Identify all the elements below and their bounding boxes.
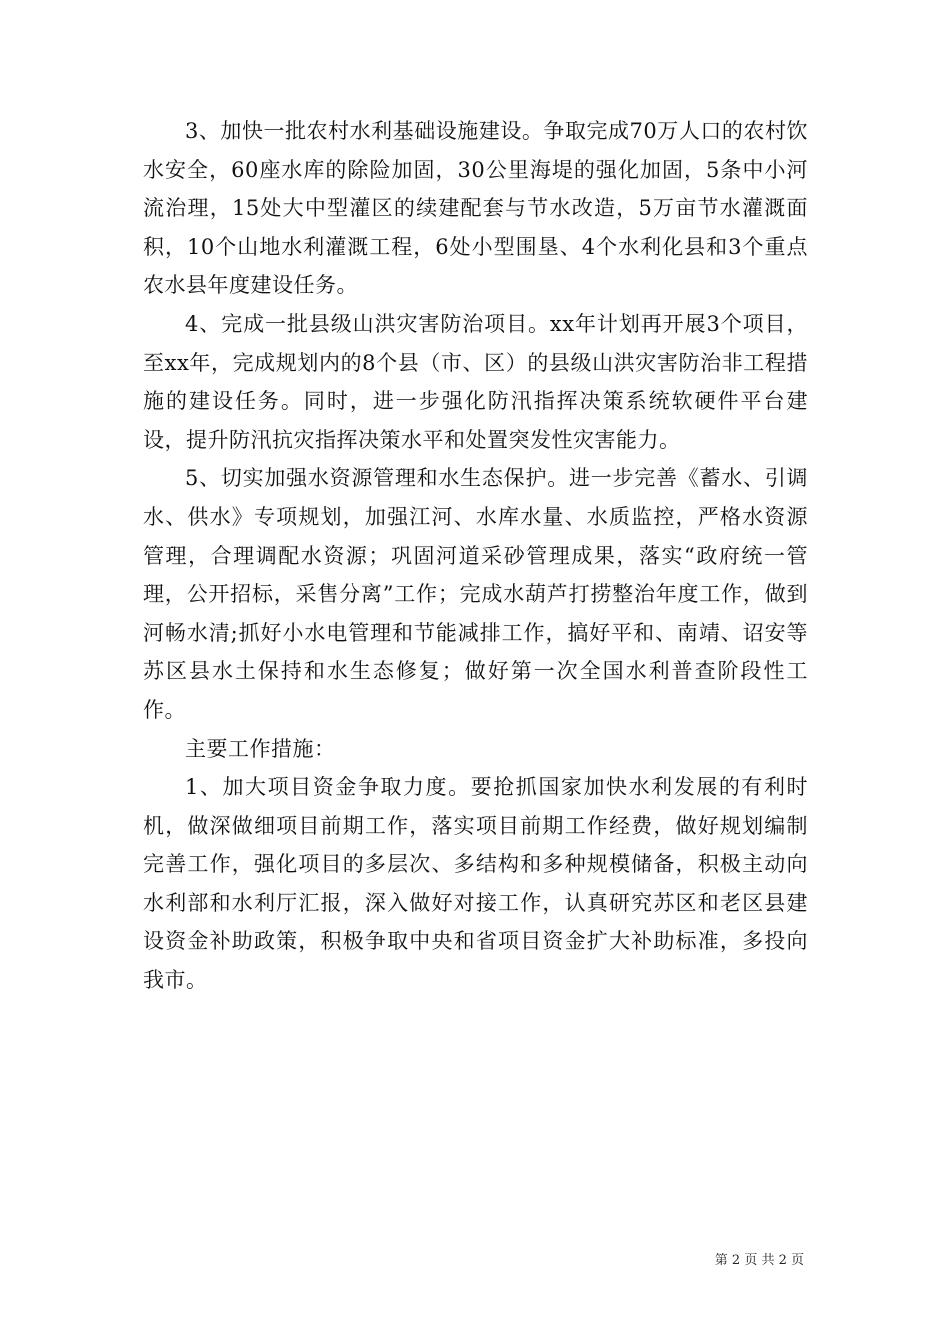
paragraph-measure-1: 1、加大项目资金争取力度。要抢抓国家加快水利发展的有利时机，做深做细项目前期工作，落实项目前期工作经费，做好规划编制完善工作，强化项目的多层次、多结构和多种规模储备，积极主动向水利部和水利厅汇报，深入做好对接工作，认真研究苏区和老区县建设资金补助政策，积极争取中央和省项目资金扩大补助标准，多投向我市。 — [143, 775, 808, 993]
document-body — [143, 112, 808, 1000]
paragraph-item-4: 4、完成一批县级山洪灾害防治项目。xx年计划再开展3个项目，至xx年，完成规划内的8个县（市、区）的县级山洪灾害防治非工程措施的建设任务。同时，进一步强化防汛指挥决策系统软硬件平台建设，提升防汛抗灾指挥决策水平和处置突发性灾害能力。 — [143, 311, 808, 452]
paragraph-item-5: 5、切实加强水资源管理和水生态保护。进一步完善《蓄水、引调水、供水》专项规划，加强江河、水库水量、水质监控，严格水资源管理，合理调配水资源；巩固河道采砂管理成果，落实“政府统一管理，公开招标，采售分离”工作；完成水葫芦打捞整治年度工作，做到河畅水清;抓好小水电管理和节能减排工作，搞好平和、南靖、诏安等苏区县水土保持和水生态修复；做好第一次全国水利普查阶段性工作。 — [143, 466, 808, 722]
paragraph-item-3: 3、加快一批农村水利基础设施建设。争取完成70万人口的农村饮水安全，60座水库的除险加固，30公里海堤的强化加固，5条中小河流治理，15处大中型灌区的续建配套与节水改造，5万亩节水灌溉面积，10个山地水利灌溉工程，6处小型围垦、4个水利化县和3个重点农水县年度建设任务。 — [143, 119, 808, 298]
page-number-footer: 第 2 页 共 2 页 — [714, 1253, 804, 1268]
section-heading-measures: 主要工作措施： — [185, 736, 336, 761]
